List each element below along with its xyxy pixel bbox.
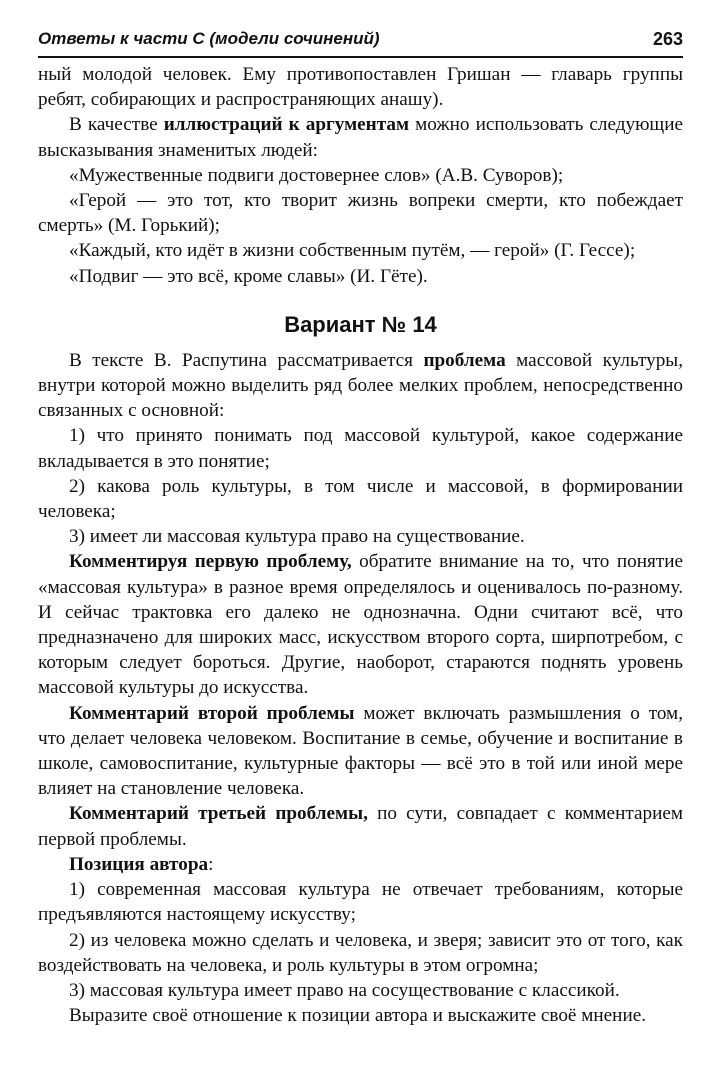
comment-third-label: Комментарий третьей проблемы, [69,803,368,825]
comment-third-text: по сути, совпадает с комментарием первой проблемы. [38,803,683,850]
section-title: Ответы к части С (модели сочинений) [38,29,380,48]
quote-goethe: «Подвиг — это всё, кроме славы» (И. Гёте). [69,265,428,287]
comment-first-label: Комментируя первую проблему, [69,551,352,573]
comment-second-text: может включать размышления о том, что делает человека человеком. Воспитание в семье, обучение и воспитание в школе, самовоспитание, культурные факторы — всё это в той или иной мере влияет на становление человека. [38,702,683,800]
variant-heading: Вариант № 14 [284,311,437,337]
author-position-label: Позиция автора [69,853,209,875]
problem-item-3: 3) имеет ли массовая культура право на существование. [69,526,525,548]
illustrations-term: иллюстраций к аргументам [163,114,410,136]
author-position-heading [38,852,683,877]
position-item-2: 2) из человека можно сделать и человека, и зверя; зависит это от того, как воздействовать на человека, и роль культуры в этом огромна; [38,929,683,976]
page-number: 263 [652,29,683,49]
running-header [38,28,683,58]
illustrations-paragraph [38,112,683,162]
quote-hesse: «Каждый, кто идёт в жизни собственным путём, — герой» (Г. Гессе); [69,240,636,262]
comment-third-problem [38,801,683,851]
illustrations-text-start: В качестве [69,114,164,136]
illustrations-text-end: можно использовать следующие высказывания знаменитых людей: [38,114,683,161]
comment-first-problem [38,549,683,700]
author-position-colon: : [208,853,214,875]
position-item-1: 1) современная массовая культура не отвечает требованиям, которые предъявляются настоящему искусству; [38,879,683,926]
problem-intro-start: В тексте В. Распутина рассматривается [69,349,424,371]
quote-gorky: «Герой — это тот, кто творит жизнь вопреки смерти, кто побеждает смерть» (М. Горький); [38,190,683,237]
problem-intro-paragraph [38,348,683,424]
problem-intro-end: массовой культуры, внутри которой можно выделить ряд более мелких проблем, непосредственно связанных с основной: [38,349,683,422]
closing-instruction: Выразите своё отношение к позиции автора и выскажите своё мнение. [69,1005,647,1027]
position-item-3: 3) массовая культура имеет право на сосуществование с классикой. [69,979,620,1001]
comment-second-problem [38,701,683,802]
problem-term: проблема [423,349,506,371]
problem-item-2: 2) какова роль культуры, в том числе и массовой, в формировании человека; [38,475,683,523]
problem-item-1: 1) что принято понимать под массовой культурой, какое содержание вкладывается в это понятие; [38,425,683,472]
quote-suvorov: «Мужественные подвиги достовернее слов» (А.В. Суворов); [69,164,564,186]
comment-second-label: Комментарий второй проблемы [69,702,355,724]
comment-first-text: обратите внимание на то, что понятие «массовая культура» в разное время определялось и оценивалось по-разному. И сейчас трактовка его далеко не однозначна. Одни считают всё, что предназначено для широких масс, искусством второго сорта, ширпотребом, с которым следует бороться. Другие, наоборот, стараются поднять уровень массовой культуры до искусства. [38,551,683,699]
continued-paragraph: ный молодой человек. Ему противопоставлен Гришан — главарь группы ребят, собирающих и распространяющих анашу). [38,64,683,111]
